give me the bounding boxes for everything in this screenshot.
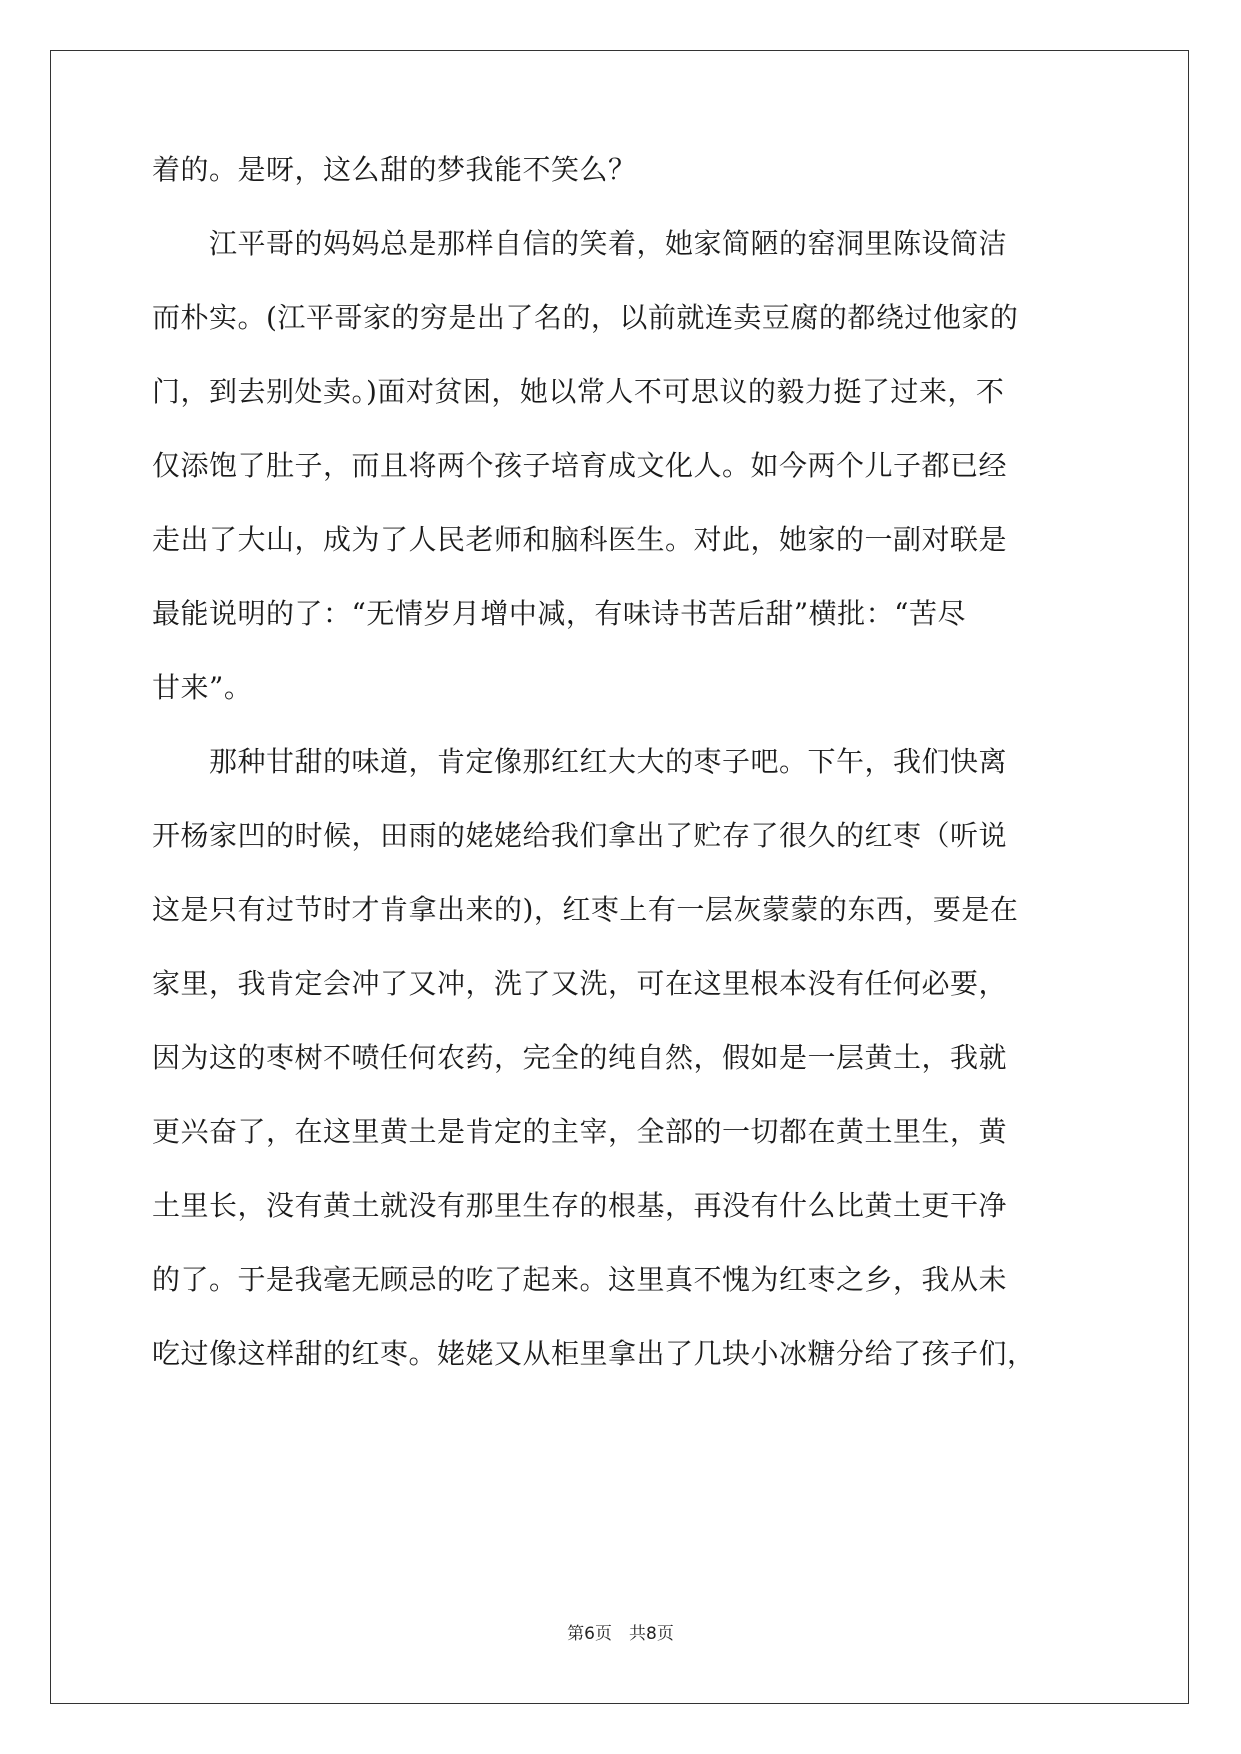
text-line: 开杨家凹的时候，田雨的姥姥给我们拿出了贮存了很久的红枣（听说 [152,819,1008,852]
page-footer [0,1622,1241,1646]
total-pages-number: 8 [646,1624,657,1644]
current-page-number: 6 [584,1624,595,1644]
text-line: 更兴奋了，在这里黄土是肯定的主宰，全部的一切都在黄土里生，黄 [152,1115,1008,1148]
text-line: 土里长，没有黄土就没有那里生存的根基，再没有什么比黄土更干净 [152,1189,1008,1222]
text-line: 而朴实。(江平哥家的穷是出了名的，以前就连卖豆腐的都绕过他家的 [152,301,1019,334]
text-line: 走出了大山，成为了人民老师和脑科医生。对此，她家的一副对联是 [152,523,1008,556]
footer-prefix: 第 [567,1624,585,1644]
text-line: 门，到去别处卖。)面对贫困，她以常人不可思议的毅力挺了过来，不 [152,375,1005,408]
text-line: 仅添饱了肚子，而且将两个孩子培育成文化人。如今两个儿子都已经 [152,449,1008,482]
text-line: 最能说明的了：“无情岁月增中减，有味诗书苦后甜”横批：“苦尽 [152,597,966,630]
text-line: 吃过像这样甜的红枣。姥姥又从柜里拿出了几块小冰糖分给了孩子们， [152,1337,1036,1370]
text-line: 江平哥的妈妈总是那样自信的笑着，她家简陋的窑洞里陈设简洁 [152,227,1008,260]
text-line: 因为这的枣树不喷任何农药，完全的纯自然，假如是一层黄土，我就 [152,1041,1008,1074]
text-line: 的了。于是我毫无顾忌的吃了起来。这里真不愧为红枣之乡，我从未 [152,1263,1008,1296]
footer-middle: 页 共 [595,1624,646,1644]
text-line: 甘来”。 [152,671,253,704]
footer-suffix: 页 [656,1624,674,1644]
text-line: 这是只有过节时才肯拿出来的)，红枣上有一层灰蒙蒙的东西，要是在 [152,893,1019,926]
text-line: 着的。是呀，这么甜的梦我能不笑么？ [152,153,637,186]
text-line: 那种甘甜的味道，肯定像那红红大大的枣子吧。下午，我们快离 [152,745,1008,778]
text-line: 家里，我肯定会冲了又冲，洗了又洗，可在这里根本没有任何必要， [152,967,1008,1000]
